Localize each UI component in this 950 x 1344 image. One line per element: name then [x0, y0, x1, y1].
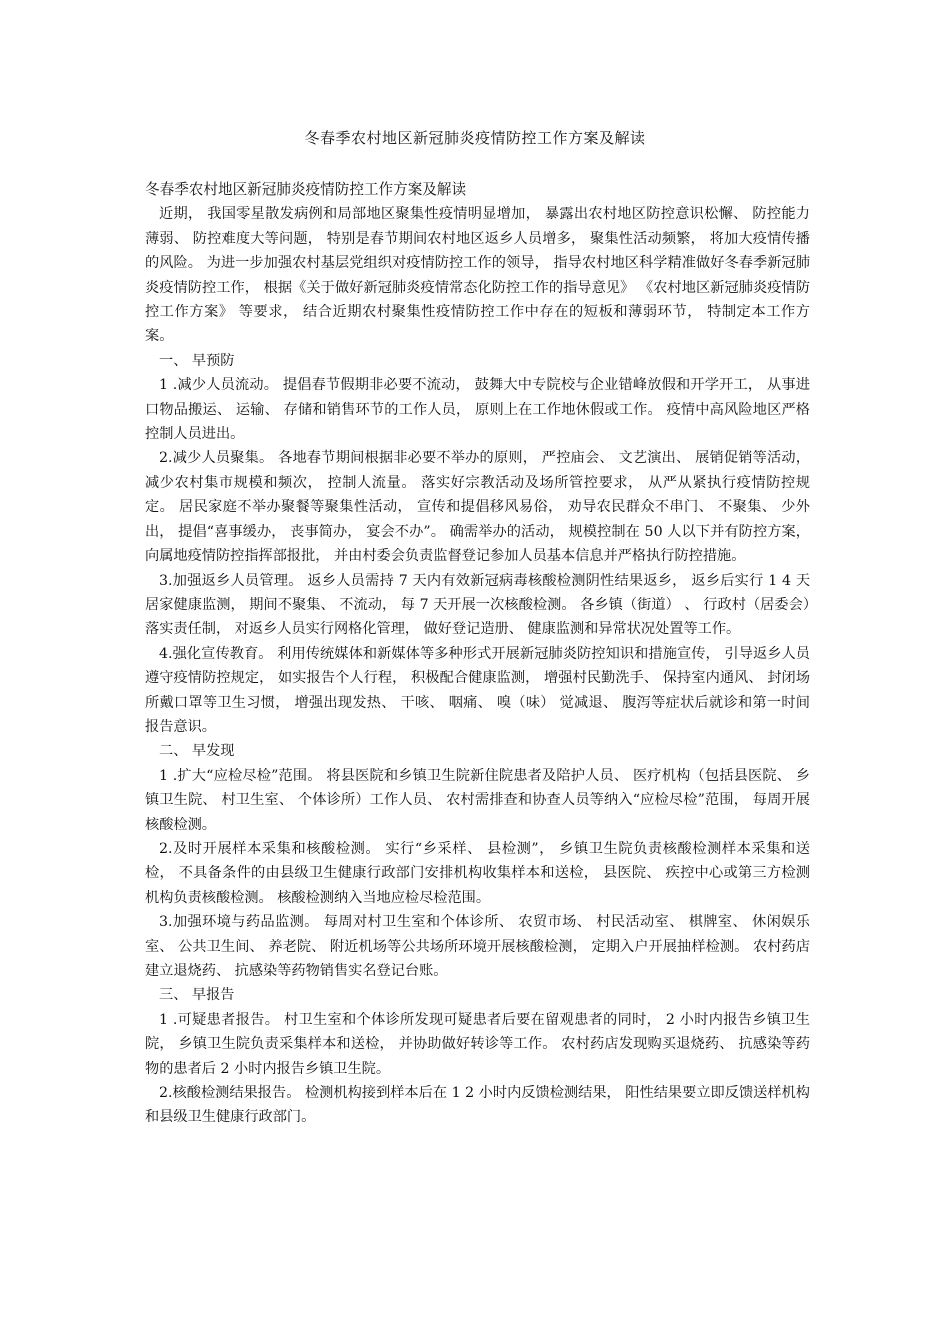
document-subtitle: 冬春季农村地区新冠肺炎疫情防控工作方案及解读 [145, 181, 467, 198]
intro-paragraph: 近期， 我国零星散发病例和局部地区聚集性疫情明显增加， 暴露出农村地区防控意识松懈、 防控能力薄弱、 防控难度大等问题， 特别是春节期间农村地区返乡人员增多， 聚集性活动频繁， 将加大疫情传播的风险。 为进一步加强农村基层党组织对疫情防控工作的领导， 指导农村地区科学精准做好冬春季新冠肺炎疫情防控工作， 根据《关于做好新冠肺炎疫情常态化防控工作的指导意见》 《农村地区新冠肺炎疫情防控工作方案》 等要求， 结合近期农村聚集性疫情防控工作中存在的短板和薄弱环节， 特制定本工作方案。 [145, 206, 810, 345]
document-title: 冬春季农村地区新冠肺炎疫情防控工作方案及解读 [304, 129, 646, 147]
document-body [145, 178, 810, 1130]
section-heading-prevention: 一、 早预防 [159, 352, 235, 369]
paragraph: 1 .可疑患者报告。 村卫生室和个体诊所发现可疑患者后要在留观患者的同时， 2 小时内报告乡镇卫生院， 乡镇卫生院负责采集样本和送检， 并协助做好转诊等工作。 农村药店发现购买退烧药、 抗感染等药物的患者后 2 小时内报告乡镇卫生院。 [145, 1011, 810, 1077]
paragraph: 2.减少人员聚集。 各地春节期间根据非必要不举办的原则， 严控庙会、 文艺演出、 展销促销等活动， 减少农村集市规模和频次， 控制人流量。 落实好宗教活动及场所管控要求， 从严从紧执行疫情防控规定。 居民家庭不举办聚餐等聚集性活动， 宣传和提倡移风易俗， 劝导农民群众不串门、 不聚集、 少外出， 提倡“喜事缓办， 丧事简办， 宴会不办”。 确需举办的活动， 规模控制在 50 人以下并有防控方案， 向属地疫情防控指挥部报批， 并由村委会负责监督登记参加人员基本信息并严格执行防控措施。 [145, 450, 810, 565]
paragraph: 3.加强返乡人员管理。 返乡人员需持 7 天内有效新冠病毒核酸检测阴性结果返乡， 返乡后实行 1 4 天居家健康监测， 期间不聚集、 不流动， 每 7 天开展一次核酸检测。 各乡镇（街道） 、 行政村（居委会）落实责任制， 对返乡人员实行网格化管理， 做好登记造册、 健康监测和异常状况处置等工作。 [145, 572, 811, 638]
paragraph: 1 .扩大“应检尽检”范围。 将县医院和乡镇卫生院新住院患者及陪护人员、 医疗机构（包括县医院、 乡镇卫生院、 村卫生室、 个体诊所）工作人员、 农村需排查和协查人员等纳入“应检尽检”范围， 每周开展核酸检测。 [145, 767, 810, 833]
paragraph: 1 .减少人员流动。 提倡春节假期非必要不流动， 鼓舞大中专院校与企业错峰放假和开学开工， 从事进口物品搬运、 运输、 存储和销售环节的工作人员， 原则上在工作地休假或工作。 疫情中高风险地区严格控制人员进出。 [145, 377, 810, 443]
paragraph: 3.加强环境与药品监测。 每周对村卫生室和个体诊所、 农贸市场、 村民活动室、 棋牌室、 休闲娱乐室、 公共卫生间、 养老院、 附近机场等公共场所环境开展核酸检测， 定期入户开展抽样检测。 农村药店建立退烧药、 抗感染等药物销售实名登记台账。 [145, 914, 810, 979]
paragraph: 4.强化宣传教育。 利用传统媒体和新媒体等多种形式开展新冠肺炎防控知识和措施宣传， 引导返乡人员遵守疫情防控规定， 如实报告个人行程， 积极配合健康监测， 增强村民勤洗手、 保持室内通风、 封闭场所戴口罩等卫生习惯， 增强出现发热、 干咳、 咽痛、 嗅（味） 觉减退、 腹泻等症状后就诊和第一时间报告意识。 [145, 645, 810, 735]
paragraph: 2.核酸检测结果报告。 检测机构接到样本后在 1 2 小时内反馈检测结果， 阳性结果要立即反馈送样机构和县级卫生健康行政部门。 [145, 1085, 810, 1126]
section-heading-detection: 二、 早发现 [159, 743, 235, 760]
section-heading-reporting: 三、 早报告 [159, 987, 235, 1004]
paragraph: 2.及时开展样本采集和核酸检测。 实行“乡采样、 县检测”， 乡镇卫生院负责核酸检测样本采集和送检， 不具备条件的由县级卫生健康行政部门安排机构收集样本和送检， 县医院、 疾控中心或第三方检测机构负责核酸检测。 核酸检测纳入当地应检尽检范围。 [145, 840, 810, 906]
